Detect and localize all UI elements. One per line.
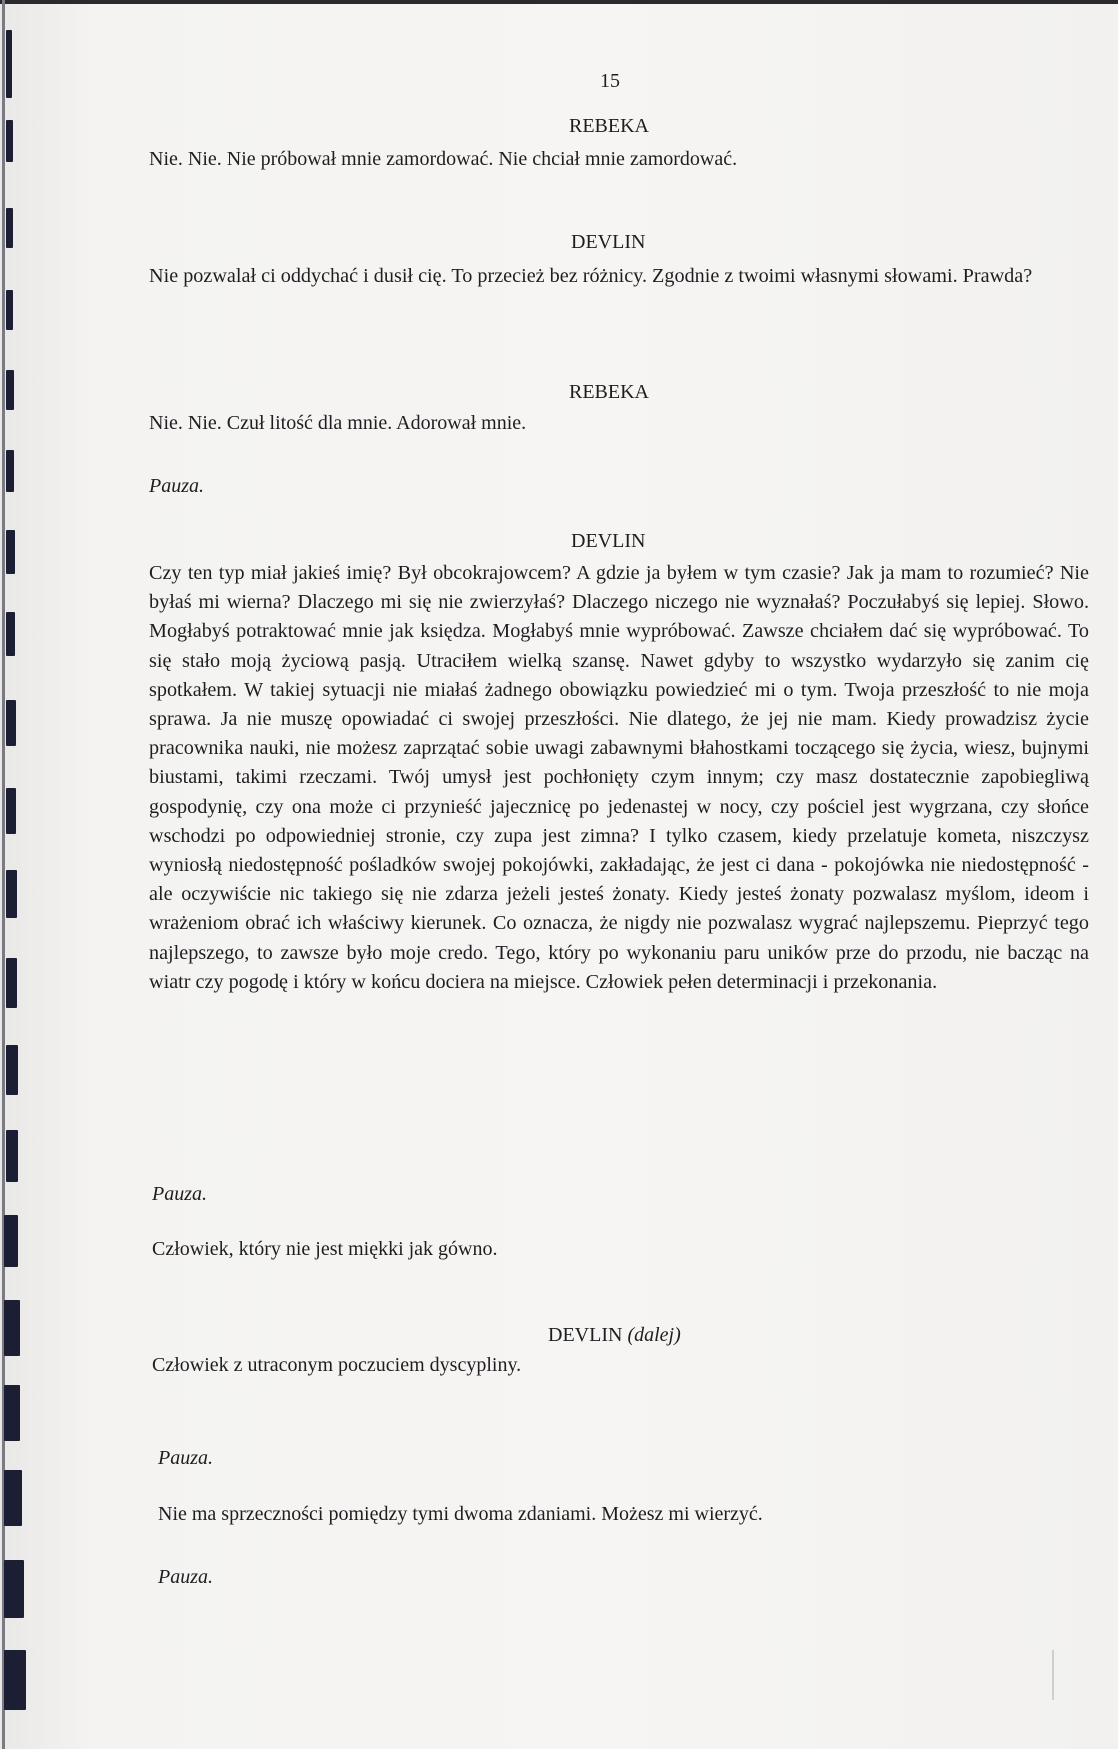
binding-hole [6, 370, 14, 410]
dialogue-line: Człowiek z utraconym poczuciem dyscypliny. [152, 1354, 522, 1376]
dialogue-line: Nie. Nie. Czuł litość dla mnie. Adorował mnie. [149, 412, 527, 434]
binding-hole [4, 1215, 18, 1267]
binding-hole [6, 120, 13, 162]
stage-direction: Pauza. [158, 1566, 213, 1588]
dialogue-line: Nie ma sprzeczności pomiędzy tymi dwoma zdaniami. Możesz mi wierzyć. [158, 1503, 763, 1525]
binding-hole [6, 958, 17, 1008]
binding-hole [6, 612, 15, 656]
dialogue-line: Nie. Nie. Nie próbował mnie zamordować. Nie chciał mnie zamordować. [149, 148, 738, 170]
speaker-note: (dalej) [627, 1324, 681, 1346]
binding-hole [4, 1300, 20, 1356]
dialogue-paragraph: Czy ten typ miał jakieś imię? Był obcokrajowcem? A gdzie ja byłem w tym czasie? Jak ja mam to rozumieć? Nie byłaś mi wierna? Dlaczego mi się nie zwierzyłaś? Dlaczego niczego nie wyznałaś? Poczułabyś się lepiej. Słowo. Mogłabyś potraktować mnie jak księdza. Mogłabyś mnie wypróbować. Zawsze chciałem dać się wypróbować. To się stało moją życiową pasją. Utraciłem wielką szansę. Nawet gdyby to wszystko wydarzyło się zanim cię spotkałem. W takiej sytuacji nie miałaś żadnego obowiązku powiedzieć mi o tym. Twoja przeszłość to nie moja sprawa. Ja nie muszę opowiadać ci swojej przeszłości. Nie dlatego, że jej nie mam. Kiedy prowadzisz życie pracownika nauki, nie możesz zaprzątać sobie uwagi zabawnymi błahostkami toczącego się życia, wiesz, bujnymi biustami, takimi rzeczami. Twój umysł jest pochłonięty czym innym; czy masz dostatecznie zapobiegliwą gospodynię, czy ona może ci przynieść jajecznicę po jedenastej w nocy, czy pościel jest wygrzana, czy słońce wschodzi po odpowiedniej stronie, czy zupa jest zimna? I tylko czasem, kiedy przelatuje kometa, niszczysz wyniosłą niedostępność pośladków swojej pokojówki, zakładając, że jest ci dana - pokojówka nie niedostępność - ale oczywiście nic takiego się nie zdarza jeżeli jesteś żonaty. Kiedy jesteś żonaty pozwalasz myślom, ideom i wrażeniom obrać ich właściwy kierunek. Co oznacza, że nigdy nie pozwalasz wygrać najlepszemu. Pieprzyć tego najlepszego, to zawsze było moje credo. Tego, który po wykonaniu paru uników prze do przodu, nie bacząc na wiatr czy pogodę i który w końcu dociera na miejsce. Człowiek pełen determinacji i przekonania. [149, 562, 1089, 993]
speaker-name: DEVLIN [571, 231, 646, 253]
top-edge-shadow [0, 0, 1118, 4]
page-number: 15 [600, 70, 620, 92]
binding-hole [6, 530, 15, 574]
binding-hole [4, 1650, 26, 1710]
binding-hole [6, 30, 12, 98]
binding-hole [6, 450, 14, 492]
stage-direction: Pauza. [152, 1183, 207, 1205]
speaker-name-continued [548, 1324, 681, 1347]
speaker-name: REBEKA [569, 115, 649, 137]
speaker-name: DEVLIN [571, 530, 646, 552]
dialogue-line: Człowiek, który nie jest miękki jak gówno. [152, 1238, 498, 1260]
binding-hole [4, 1560, 24, 1618]
stage-direction: Pauza. [149, 475, 204, 497]
binding-hole [4, 1385, 20, 1441]
dialogue-paragraph: Nie pozwalał ci oddychać i dusił cię. To przecież bez różnicy. Zgodnie z twoimi własnymi słowami. Prawda? [149, 265, 1033, 287]
binding-hole [6, 788, 16, 834]
speaker-name: REBEKA [569, 381, 649, 403]
binding-hole [6, 700, 16, 746]
binding-hole [4, 1470, 22, 1526]
binding-hole [6, 1045, 18, 1095]
binding-hole [6, 870, 17, 918]
stage-direction: Pauza. [158, 1447, 213, 1469]
binding-hole [6, 290, 13, 330]
spiral-binding [0, 0, 70, 1749]
margin-mark [1052, 1650, 1054, 1700]
binding-hole [6, 208, 13, 248]
binding-hole [6, 1130, 18, 1182]
speaker-name: DEVLIN [548, 1324, 623, 1346]
